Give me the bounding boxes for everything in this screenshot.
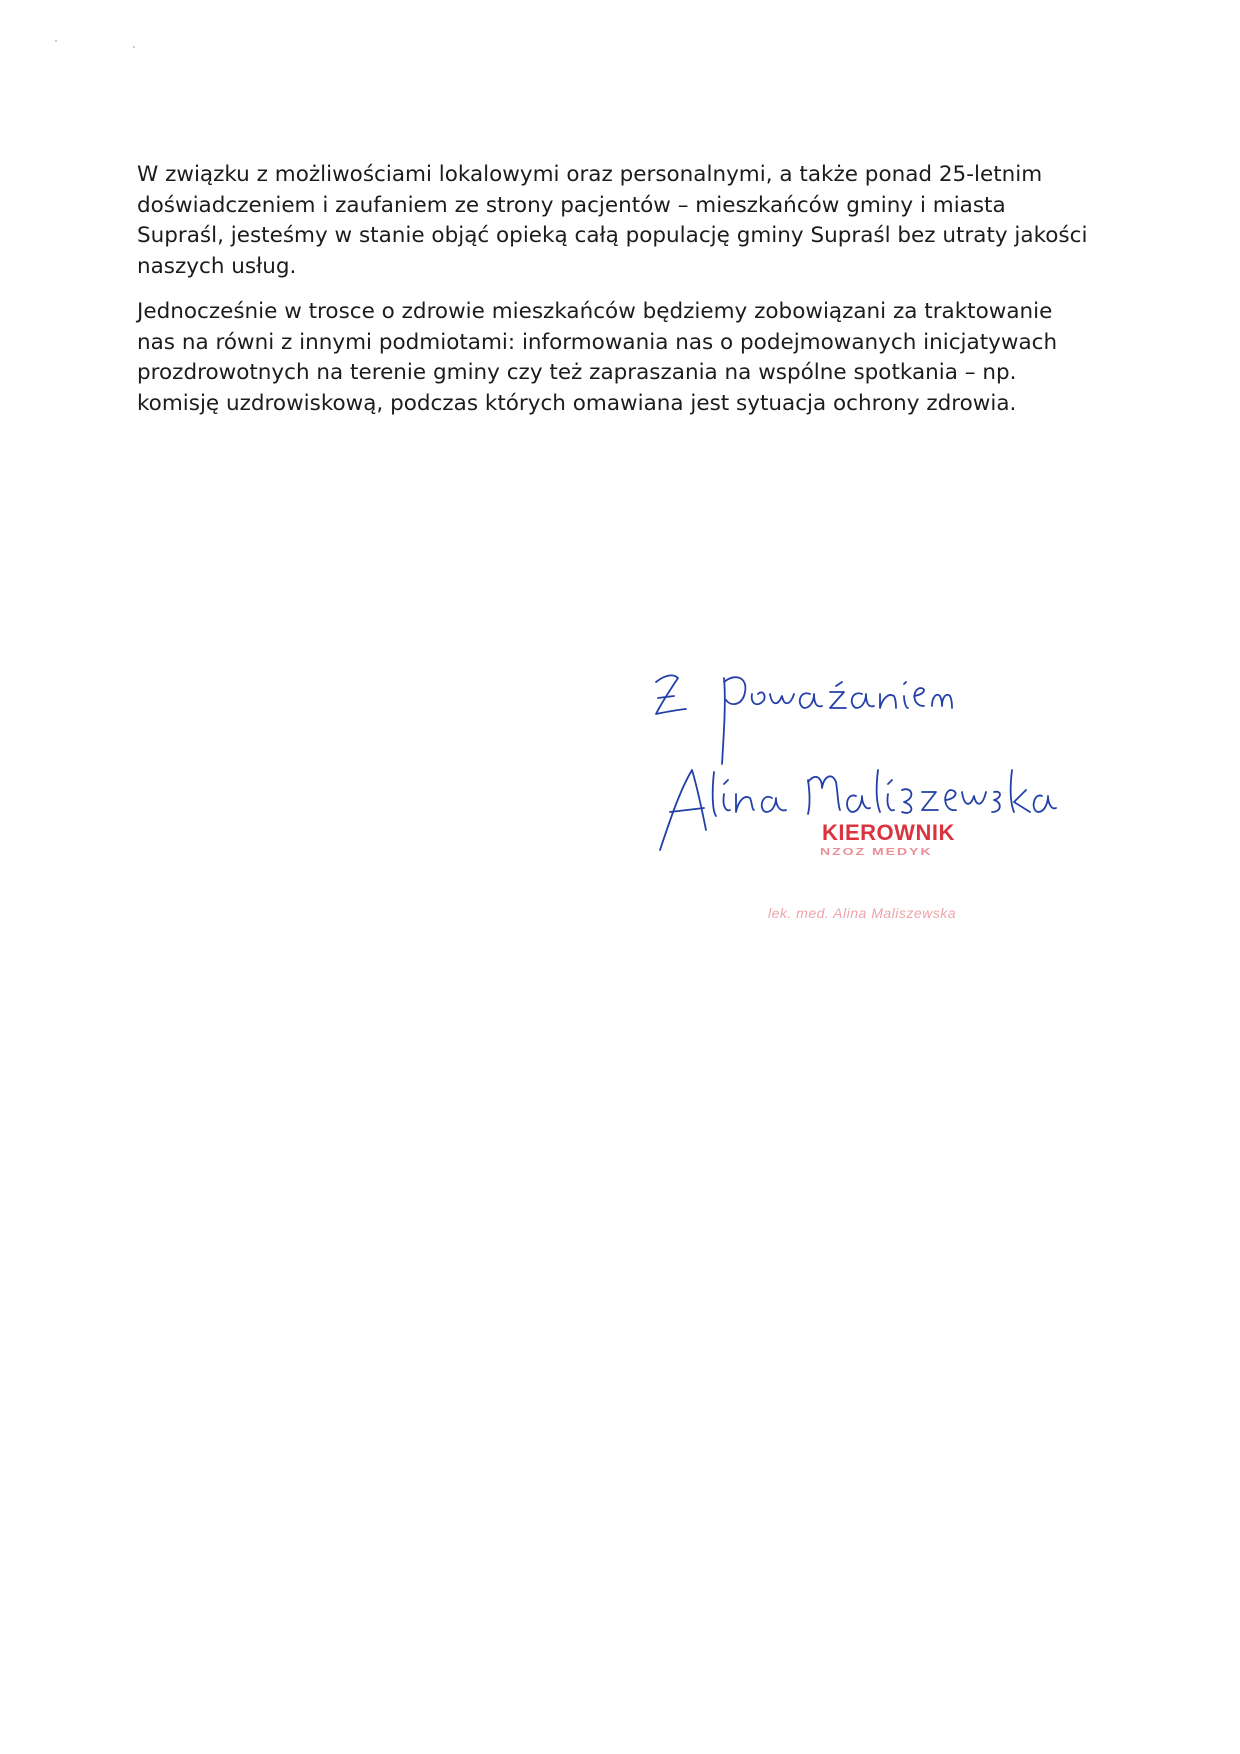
paragraph: Jednocześnie w trosce o zdrowie mieszkańców będziemy zobowiązani za traktowanie nas na równi z innymi podmiotami: informowania nas o podejmowanych inicjatywach prozdrowotnych na terenie gminy czy też zapraszania na wspólne spotkania – np. komisję uzdrowiskową, podczas których omawiana jest sytuacja ochrony zdrowia. <box>137 299 1058 416</box>
stamp-subtitle: NZOZ MEDYK <box>820 846 933 858</box>
stamp-title: KIEROWNIK <box>822 820 955 845</box>
scan-speck <box>55 40 57 42</box>
scan-speck <box>133 46 135 48</box>
letter-body <box>137 160 1097 434</box>
stamp-name: lek. med. Alina Maliszewska <box>768 905 957 921</box>
paragraph: W związku z możliwościami lokalowymi oraz personalnymi, a także ponad 25-letnim doświadczeniem i zaufaniem ze strony pacjentów – mieszkańców gminy i miasta Supraśl, jesteśmy w stanie objąć opieką całą populację gminy Supraśl bez utraty jakości naszych usług. <box>137 162 1088 279</box>
